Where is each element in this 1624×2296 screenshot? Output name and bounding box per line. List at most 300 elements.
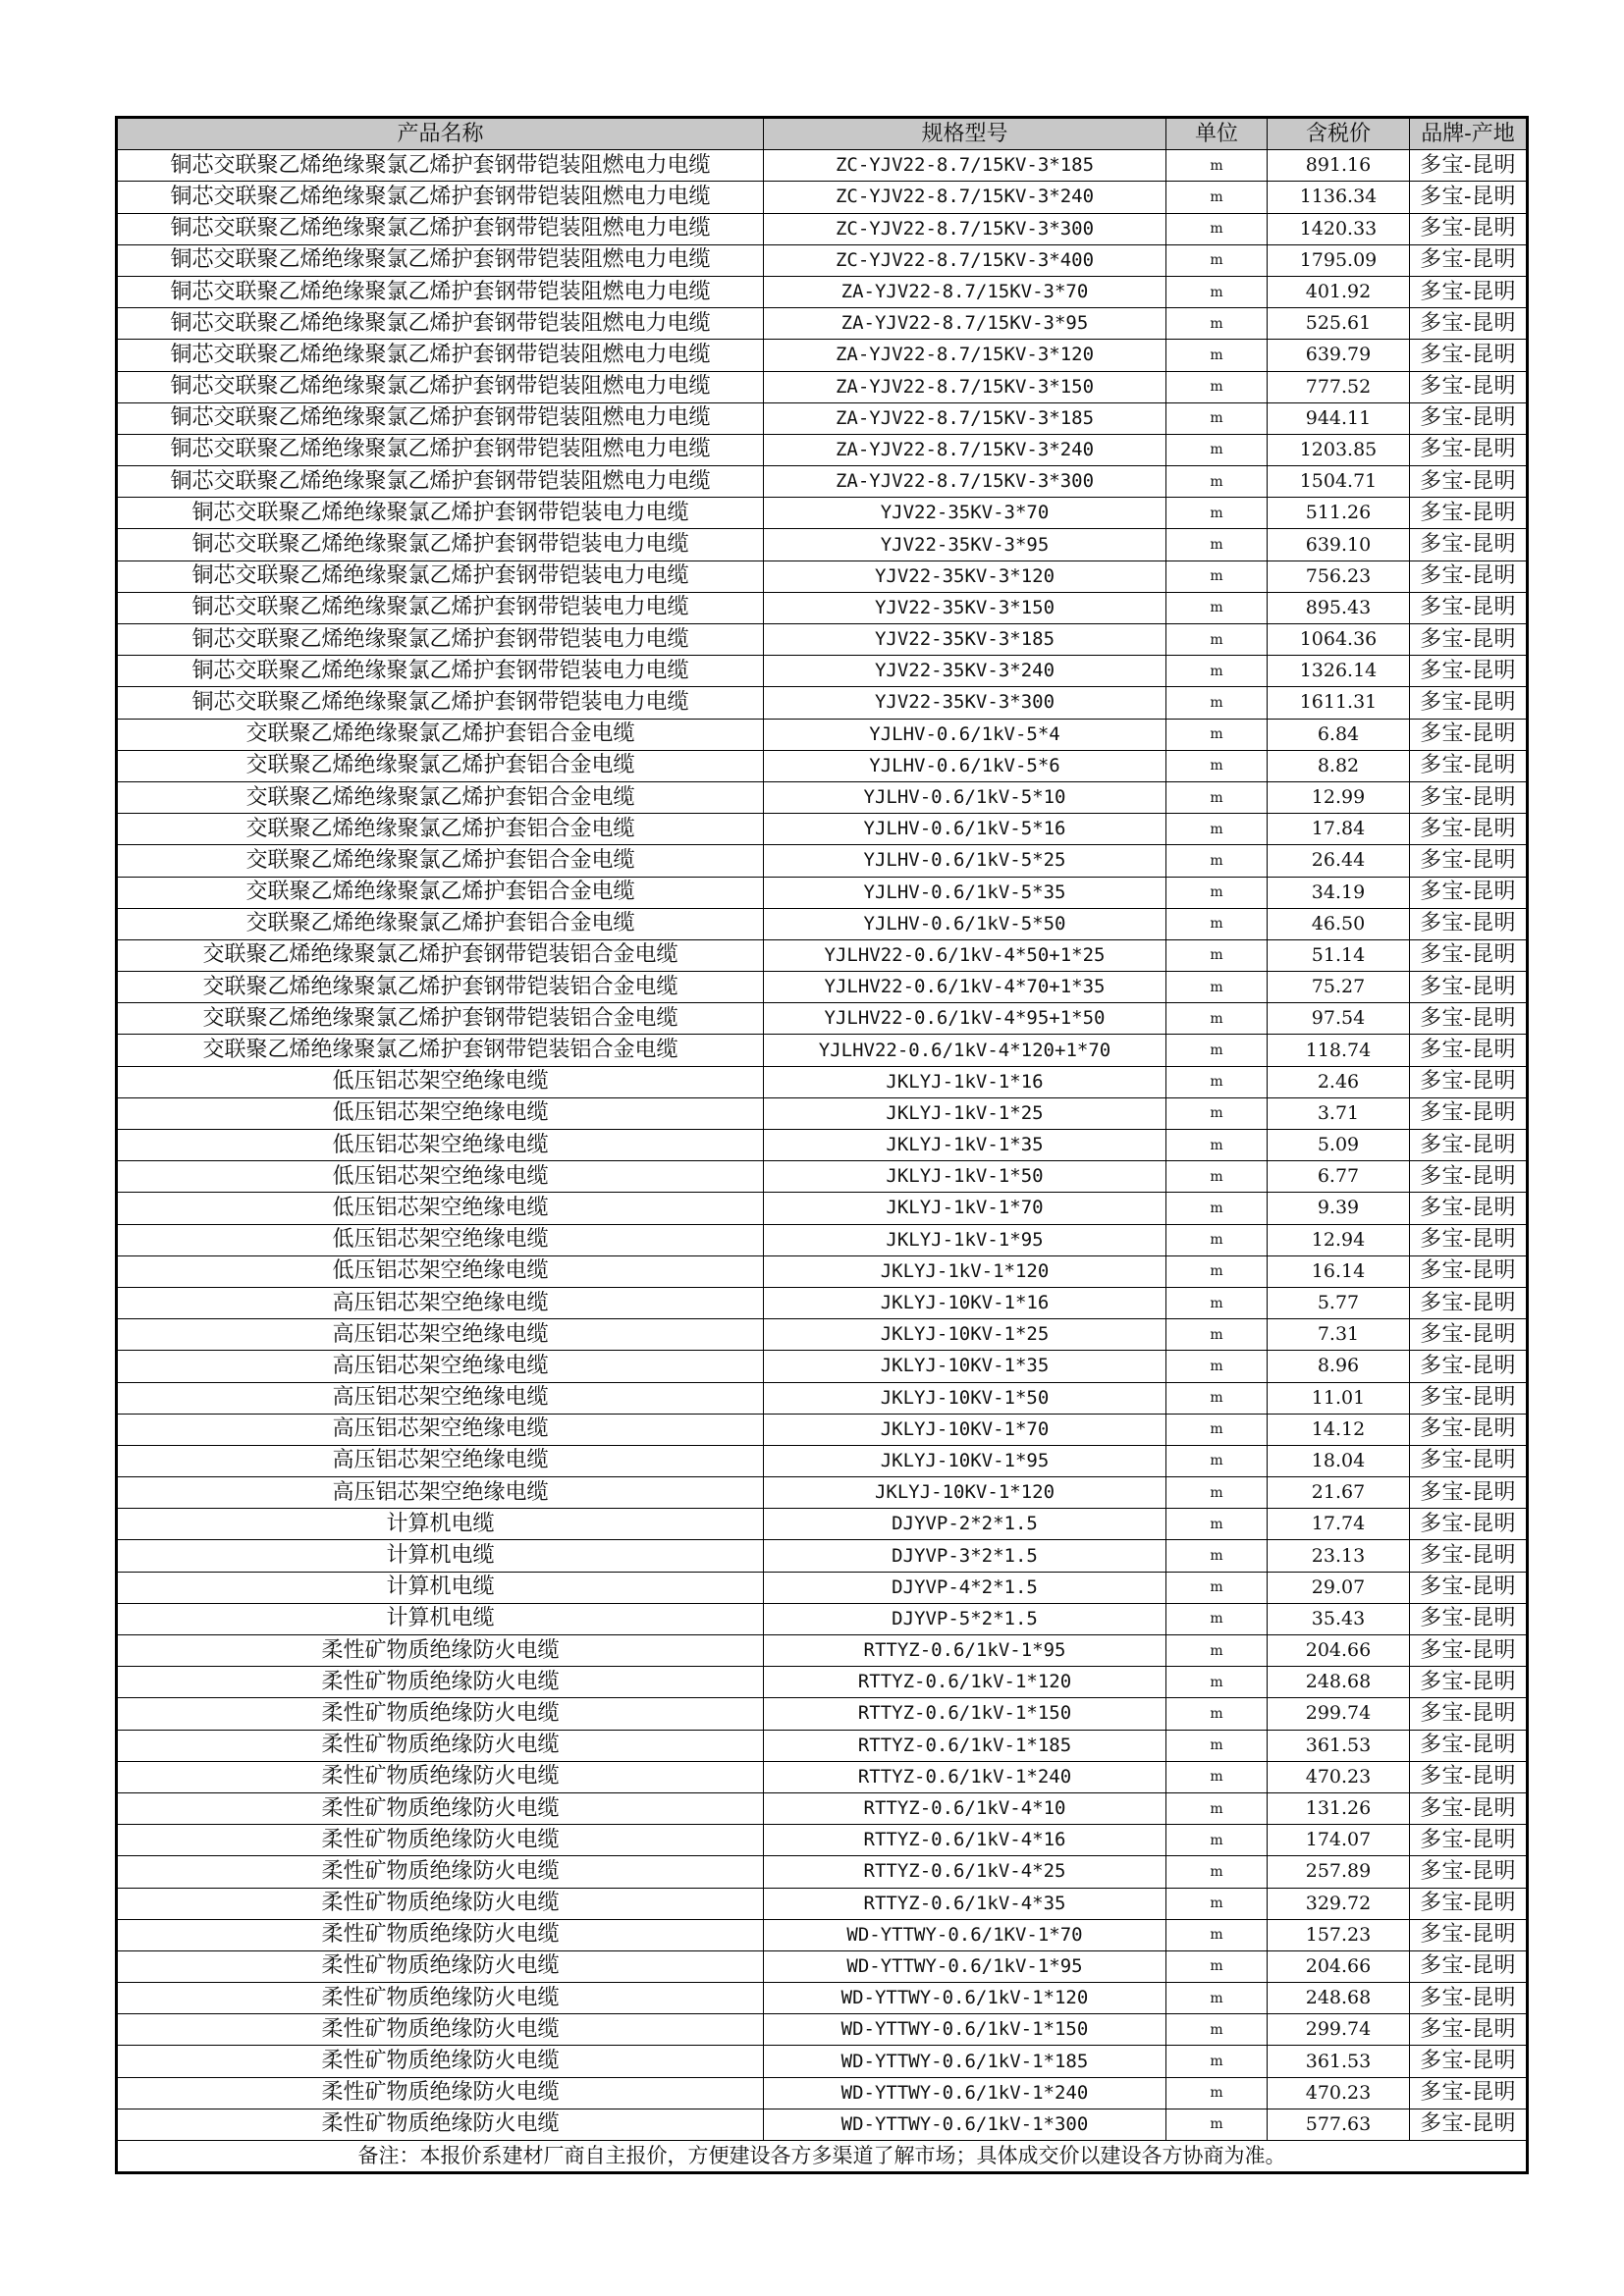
unit-cell: m [1166, 1319, 1268, 1351]
brand-cell: 多宝-昆明 [1410, 1761, 1528, 1792]
spec-cell: RTTYZ-0.6/1kV-4*10 [764, 1792, 1166, 1824]
brand-cell: 多宝-昆明 [1410, 1414, 1528, 1445]
table-row [117, 1950, 1528, 1982]
spec-cell: ZA-YJV22-8.7/15KV-3*95 [764, 308, 1166, 340]
product-name-cell: 柔性矿物质绝缘防火电缆 [117, 1635, 764, 1667]
unit-cell: m [1166, 1287, 1268, 1318]
product-name-cell: 高压铝芯架空绝缘电缆 [117, 1319, 764, 1351]
table-row [117, 1667, 1528, 1698]
brand-cell: 多宝-昆明 [1410, 182, 1528, 213]
product-name-cell: 铜芯交联聚乙烯绝缘聚氯乙烯护套钢带铠装阻燃电力电缆 [117, 308, 764, 340]
table-row [117, 434, 1528, 465]
table-row [117, 2109, 1528, 2140]
unit-cell: m [1166, 434, 1268, 465]
table-row [117, 972, 1528, 1003]
price-cell: 9.39 [1268, 1193, 1410, 1224]
table-row [117, 213, 1528, 244]
product-name-cell: 交联聚乙烯绝缘聚氯乙烯护套铝合金电缆 [117, 781, 764, 813]
brand-cell: 多宝-昆明 [1410, 1730, 1528, 1761]
table-row [117, 1351, 1528, 1382]
unit-cell: m [1166, 1414, 1268, 1445]
spec-cell: RTTYZ-0.6/1kV-1*240 [764, 1761, 1166, 1792]
spec-cell: JKLYJ-10KV-1*50 [764, 1382, 1166, 1414]
unit-cell: m [1166, 244, 1268, 276]
price-cell: 2.46 [1268, 1066, 1410, 1097]
table-row [117, 1255, 1528, 1287]
price-cell: 12.94 [1268, 1224, 1410, 1255]
product-name-cell: 柔性矿物质绝缘防火电缆 [117, 1950, 764, 1982]
table-row [117, 276, 1528, 307]
brand-cell: 多宝-昆明 [1410, 656, 1528, 687]
unit-cell: m [1166, 845, 1268, 877]
table-row [117, 1224, 1528, 1255]
product-name-cell: 交联聚乙烯绝缘聚氯乙烯护套铝合金电缆 [117, 719, 764, 750]
unit-cell: m [1166, 1382, 1268, 1414]
brand-cell: 多宝-昆明 [1410, 150, 1528, 182]
price-cell: 1326.14 [1268, 656, 1410, 687]
unit-cell: m [1166, 1351, 1268, 1382]
price-table [115, 116, 1529, 2174]
spec-cell: ZC-YJV22-8.7/15KV-3*300 [764, 213, 1166, 244]
brand-cell: 多宝-昆明 [1410, 1509, 1528, 1540]
unit-cell: m [1166, 1161, 1268, 1193]
table-row [117, 182, 1528, 213]
brand-cell: 多宝-昆明 [1410, 340, 1528, 371]
spec-cell: YJLHV-0.6/1kV-5*50 [764, 908, 1166, 939]
brand-cell: 多宝-昆明 [1410, 1825, 1528, 1856]
brand-cell: 多宝-昆明 [1410, 1097, 1528, 1129]
brand-cell: 多宝-昆明 [1410, 402, 1528, 434]
price-cell: 8.96 [1268, 1351, 1410, 1382]
unit-cell: m [1166, 1035, 1268, 1066]
price-cell: 1420.33 [1268, 213, 1410, 244]
header-price: 含税价 [1268, 118, 1410, 150]
brand-cell: 多宝-昆明 [1410, 781, 1528, 813]
product-name-cell: 交联聚乙烯绝缘聚氯乙烯护套钢带铠装铝合金电缆 [117, 972, 764, 1003]
spec-cell: YJV22-35KV-3*70 [764, 498, 1166, 529]
product-name-cell: 铜芯交联聚乙烯绝缘聚氯乙烯护套钢带铠装电力电缆 [117, 498, 764, 529]
unit-cell: m [1166, 1097, 1268, 1129]
unit-cell: m [1166, 656, 1268, 687]
product-name-cell: 低压铝芯架空绝缘电缆 [117, 1066, 764, 1097]
product-name-cell: 交联聚乙烯绝缘聚氯乙烯护套钢带铠装铝合金电缆 [117, 939, 764, 971]
spec-cell: YJLHV-0.6/1kV-5*10 [764, 781, 1166, 813]
brand-cell: 多宝-昆明 [1410, 561, 1528, 592]
price-cell: 6.84 [1268, 719, 1410, 750]
brand-cell: 多宝-昆明 [1410, 1572, 1528, 1603]
price-cell: 18.04 [1268, 1445, 1410, 1476]
table-row [117, 592, 1528, 623]
product-name-cell: 铜芯交联聚乙烯绝缘聚氯乙烯护套钢带铠装阻燃电力电缆 [117, 213, 764, 244]
price-cell: 756.23 [1268, 561, 1410, 592]
spec-cell: DJYVP-2*2*1.5 [764, 1509, 1166, 1540]
brand-cell: 多宝-昆明 [1410, 1255, 1528, 1287]
product-name-cell: 柔性矿物质绝缘防火电缆 [117, 1856, 764, 1888]
price-cell: 26.44 [1268, 845, 1410, 877]
table-row [117, 1035, 1528, 1066]
spec-cell: ZA-YJV22-8.7/15KV-3*70 [764, 276, 1166, 307]
product-name-cell: 柔性矿物质绝缘防火电缆 [117, 1698, 764, 1730]
unit-cell: m [1166, 2077, 1268, 2109]
product-name-cell: 铜芯交联聚乙烯绝缘聚氯乙烯护套钢带铠装阻燃电力电缆 [117, 150, 764, 182]
table-row [117, 719, 1528, 750]
table-row [117, 1540, 1528, 1572]
product-name-cell: 柔性矿物质绝缘防火电缆 [117, 2109, 764, 2140]
product-name-cell: 交联聚乙烯绝缘聚氯乙烯护套铝合金电缆 [117, 814, 764, 845]
product-name-cell: 柔性矿物质绝缘防火电缆 [117, 2014, 764, 2046]
spec-cell: YJV22-35KV-3*95 [764, 529, 1166, 561]
unit-cell: m [1166, 750, 1268, 781]
price-cell: 777.52 [1268, 371, 1410, 402]
spec-cell: WD-YTTWY-0.6/1KV-1*70 [764, 1919, 1166, 1950]
brand-cell: 多宝-昆明 [1410, 2109, 1528, 2140]
brand-cell: 多宝-昆明 [1410, 814, 1528, 845]
brand-cell: 多宝-昆明 [1410, 1066, 1528, 1097]
price-cell: 5.77 [1268, 1287, 1410, 1318]
product-name-cell: 柔性矿物质绝缘防火电缆 [117, 1792, 764, 1824]
brand-cell: 多宝-昆明 [1410, 2046, 1528, 2077]
product-name-cell: 铜芯交联聚乙烯绝缘聚氯乙烯护套钢带铠装阻燃电力电缆 [117, 434, 764, 465]
brand-cell: 多宝-昆明 [1410, 1635, 1528, 1667]
product-name-cell: 铜芯交联聚乙烯绝缘聚氯乙烯护套钢带铠装阻燃电力电缆 [117, 402, 764, 434]
brand-cell: 多宝-昆明 [1410, 719, 1528, 750]
product-name-cell: 交联聚乙烯绝缘聚氯乙烯护套铝合金电缆 [117, 908, 764, 939]
brand-cell: 多宝-昆明 [1410, 2014, 1528, 2046]
unit-cell: m [1166, 2109, 1268, 2140]
brand-cell: 多宝-昆明 [1410, 1319, 1528, 1351]
product-name-cell: 高压铝芯架空绝缘电缆 [117, 1382, 764, 1414]
unit-cell: m [1166, 687, 1268, 719]
price-cell: 248.68 [1268, 1983, 1410, 2014]
spec-cell: YJLHV22-0.6/1kV-4*70+1*35 [764, 972, 1166, 1003]
unit-cell: m [1166, 1730, 1268, 1761]
unit-cell: m [1166, 402, 1268, 434]
table-row [117, 1382, 1528, 1414]
price-cell: 525.61 [1268, 308, 1410, 340]
price-cell: 401.92 [1268, 276, 1410, 307]
product-name-cell: 柔性矿物质绝缘防火电缆 [117, 1730, 764, 1761]
brand-cell: 多宝-昆明 [1410, 276, 1528, 307]
header-row [117, 118, 1528, 150]
unit-cell: m [1166, 1856, 1268, 1888]
spec-cell: YJLHV22-0.6/1kV-4*120+1*70 [764, 1035, 1166, 1066]
table-row [117, 1509, 1528, 1540]
price-cell: 3.71 [1268, 1097, 1410, 1129]
product-name-cell: 柔性矿物质绝缘防火电缆 [117, 1761, 764, 1792]
table-row [117, 1603, 1528, 1634]
brand-cell: 多宝-昆明 [1410, 1003, 1528, 1035]
table-row [117, 1792, 1528, 1824]
product-name-cell: 计算机电缆 [117, 1572, 764, 1603]
product-name-cell: 铜芯交联聚乙烯绝缘聚氯乙烯护套钢带铠装电力电缆 [117, 561, 764, 592]
product-name-cell: 铜芯交联聚乙烯绝缘聚氯乙烯护套钢带铠装电力电缆 [117, 592, 764, 623]
price-cell: 17.84 [1268, 814, 1410, 845]
table-row [117, 1919, 1528, 1950]
unit-cell: m [1166, 592, 1268, 623]
table-row [117, 687, 1528, 719]
table-row [117, 498, 1528, 529]
brand-cell: 多宝-昆明 [1410, 592, 1528, 623]
unit-cell: m [1166, 939, 1268, 971]
spec-cell: WD-YTTWY-0.6/1kV-1*185 [764, 2046, 1166, 2077]
table-row [117, 1445, 1528, 1476]
brand-cell: 多宝-昆明 [1410, 687, 1528, 719]
spec-cell: YJLHV-0.6/1kV-5*25 [764, 845, 1166, 877]
product-name-cell: 铜芯交联聚乙烯绝缘聚氯乙烯护套钢带铠装阻燃电力电缆 [117, 276, 764, 307]
unit-cell: m [1166, 308, 1268, 340]
spec-cell: JKLYJ-10KV-1*35 [764, 1351, 1166, 1382]
table-row [117, 1130, 1528, 1161]
table-row [117, 1477, 1528, 1509]
brand-cell: 多宝-昆明 [1410, 972, 1528, 1003]
product-name-cell: 低压铝芯架空绝缘电缆 [117, 1130, 764, 1161]
unit-cell: m [1166, 908, 1268, 939]
unit-cell: m [1166, 1572, 1268, 1603]
product-name-cell: 柔性矿物质绝缘防火电缆 [117, 1888, 764, 1919]
unit-cell: m [1166, 466, 1268, 498]
spec-cell: JKLYJ-10KV-1*25 [764, 1319, 1166, 1351]
brand-cell: 多宝-昆明 [1410, 1540, 1528, 1572]
brand-cell: 多宝-昆明 [1410, 1698, 1528, 1730]
unit-cell: m [1166, 719, 1268, 750]
unit-cell: m [1166, 1919, 1268, 1950]
brand-cell: 多宝-昆明 [1410, 1856, 1528, 1888]
product-name-cell: 低压铝芯架空绝缘电缆 [117, 1255, 764, 1287]
table-row [117, 877, 1528, 908]
spec-cell: JKLYJ-10KV-1*16 [764, 1287, 1166, 1318]
unit-cell: m [1166, 1698, 1268, 1730]
product-name-cell: 计算机电缆 [117, 1540, 764, 1572]
price-cell: 248.68 [1268, 1667, 1410, 1698]
unit-cell: m [1166, 2014, 1268, 2046]
price-cell: 470.23 [1268, 2077, 1410, 2109]
spec-cell: JKLYJ-10KV-1*70 [764, 1414, 1166, 1445]
brand-cell: 多宝-昆明 [1410, 1445, 1528, 1476]
price-cell: 1203.85 [1268, 434, 1410, 465]
brand-cell: 多宝-昆明 [1410, 1287, 1528, 1318]
price-cell: 35.43 [1268, 1603, 1410, 1634]
table-row [117, 371, 1528, 402]
unit-cell: m [1166, 1193, 1268, 1224]
table-row [117, 2046, 1528, 2077]
product-name-cell: 低压铝芯架空绝缘电缆 [117, 1193, 764, 1224]
spec-cell: JKLYJ-1kV-1*95 [764, 1224, 1166, 1255]
product-name-cell: 铜芯交联聚乙烯绝缘聚氯乙烯护套钢带铠装阻燃电力电缆 [117, 371, 764, 402]
spec-cell: YJV22-35KV-3*240 [764, 656, 1166, 687]
price-cell: 361.53 [1268, 1730, 1410, 1761]
spec-cell: JKLYJ-1kV-1*35 [764, 1130, 1166, 1161]
table-row [117, 1287, 1528, 1318]
product-name-cell: 低压铝芯架空绝缘电缆 [117, 1224, 764, 1255]
spec-cell: YJLHV22-0.6/1kV-4*95+1*50 [764, 1003, 1166, 1035]
brand-cell: 多宝-昆明 [1410, 529, 1528, 561]
brand-cell: 多宝-昆明 [1410, 1888, 1528, 1919]
header-spec: 规格型号 [764, 118, 1166, 150]
spec-cell: YJV22-35KV-3*150 [764, 592, 1166, 623]
unit-cell: m [1166, 340, 1268, 371]
price-cell: 46.50 [1268, 908, 1410, 939]
brand-cell: 多宝-昆明 [1410, 1351, 1528, 1382]
spec-cell: ZA-YJV22-8.7/15KV-3*185 [764, 402, 1166, 434]
spec-cell: DJYVP-4*2*1.5 [764, 1572, 1166, 1603]
unit-cell: m [1166, 150, 1268, 182]
spec-cell: WD-YTTWY-0.6/1kV-1*300 [764, 2109, 1166, 2140]
price-cell: 8.82 [1268, 750, 1410, 781]
product-name-cell: 柔性矿物质绝缘防火电缆 [117, 2046, 764, 2077]
spec-cell: YJLHV-0.6/1kV-5*16 [764, 814, 1166, 845]
price-cell: 23.13 [1268, 1540, 1410, 1572]
price-cell: 5.09 [1268, 1130, 1410, 1161]
table-row [117, 402, 1528, 434]
brand-cell: 多宝-昆明 [1410, 2077, 1528, 2109]
brand-cell: 多宝-昆明 [1410, 434, 1528, 465]
table-row [117, 529, 1528, 561]
brand-cell: 多宝-昆明 [1410, 1919, 1528, 1950]
product-name-cell: 铜芯交联聚乙烯绝缘聚氯乙烯护套钢带铠装阻燃电力电缆 [117, 466, 764, 498]
header-unit: 单位 [1166, 118, 1268, 150]
table-row [117, 466, 1528, 498]
brand-cell: 多宝-昆明 [1410, 1382, 1528, 1414]
brand-cell: 多宝-昆明 [1410, 1667, 1528, 1698]
table-row [117, 150, 1528, 182]
unit-cell: m [1166, 1603, 1268, 1634]
price-cell: 12.99 [1268, 781, 1410, 813]
spec-cell: JKLYJ-1kV-1*50 [764, 1161, 1166, 1193]
table-row [117, 1825, 1528, 1856]
spec-cell: WD-YTTWY-0.6/1kV-1*150 [764, 2014, 1166, 2046]
table-row [117, 845, 1528, 877]
price-cell: 639.10 [1268, 529, 1410, 561]
table-row [117, 1193, 1528, 1224]
table-row [117, 656, 1528, 687]
table-row [117, 1856, 1528, 1888]
product-name-cell: 交联聚乙烯绝缘聚氯乙烯护套铝合金电缆 [117, 877, 764, 908]
unit-cell: m [1166, 1224, 1268, 1255]
product-name-cell: 柔性矿物质绝缘防火电缆 [117, 2077, 764, 2109]
price-cell: 157.23 [1268, 1919, 1410, 1950]
unit-cell: m [1166, 1255, 1268, 1287]
price-cell: 75.27 [1268, 972, 1410, 1003]
price-cell: 11.01 [1268, 1382, 1410, 1414]
spec-cell: YJLHV-0.6/1kV-5*4 [764, 719, 1166, 750]
unit-cell: m [1166, 1950, 1268, 1982]
table-row [117, 1572, 1528, 1603]
unit-cell: m [1166, 182, 1268, 213]
table-row [117, 1888, 1528, 1919]
brand-cell: 多宝-昆明 [1410, 371, 1528, 402]
brand-cell: 多宝-昆明 [1410, 244, 1528, 276]
product-name-cell: 铜芯交联聚乙烯绝缘聚氯乙烯护套钢带铠装电力电缆 [117, 656, 764, 687]
spec-cell: ZA-YJV22-8.7/15KV-3*300 [764, 466, 1166, 498]
table-body [117, 150, 1528, 2141]
product-name-cell: 铜芯交联聚乙烯绝缘聚氯乙烯护套钢带铠装阻燃电力电缆 [117, 340, 764, 371]
unit-cell: m [1166, 1792, 1268, 1824]
price-cell: 204.66 [1268, 1950, 1410, 1982]
spec-cell: WD-YTTWY-0.6/1kV-1*240 [764, 2077, 1166, 2109]
table-row [117, 1414, 1528, 1445]
price-cell: 895.43 [1268, 592, 1410, 623]
price-cell: 329.72 [1268, 1888, 1410, 1919]
spec-cell: JKLYJ-1kV-1*25 [764, 1097, 1166, 1129]
brand-cell: 多宝-昆明 [1410, 1477, 1528, 1509]
spec-cell: WD-YTTWY-0.6/1kV-1*95 [764, 1950, 1166, 1982]
unit-cell: m [1166, 1477, 1268, 1509]
product-name-cell: 铜芯交联聚乙烯绝缘聚氯乙烯护套钢带铠装电力电缆 [117, 529, 764, 561]
table-row [117, 561, 1528, 592]
brand-cell: 多宝-昆明 [1410, 1035, 1528, 1066]
price-cell: 891.16 [1268, 150, 1410, 182]
table-row [117, 1066, 1528, 1097]
table-row [117, 908, 1528, 939]
spec-cell: ZA-YJV22-8.7/15KV-3*240 [764, 434, 1166, 465]
note-row [117, 2141, 1528, 2173]
price-cell: 577.63 [1268, 2109, 1410, 2140]
spec-cell: DJYVP-5*2*1.5 [764, 1603, 1166, 1634]
note-text: 备注：本报价系建材厂商自主报价，方便建设各方多渠道了解市场；具体成交价以建设各方协商为准。 [117, 2141, 1528, 2173]
spec-cell: YJV22-35KV-3*300 [764, 687, 1166, 719]
price-cell: 361.53 [1268, 2046, 1410, 2077]
brand-cell: 多宝-昆明 [1410, 1983, 1528, 2014]
unit-cell: m [1166, 498, 1268, 529]
spec-cell: YJLHV22-0.6/1kV-4*50+1*25 [764, 939, 1166, 971]
table-row [117, 750, 1528, 781]
product-name-cell: 交联聚乙烯绝缘聚氯乙烯护套钢带铠装铝合金电缆 [117, 1003, 764, 1035]
spec-cell: JKLYJ-10KV-1*95 [764, 1445, 1166, 1476]
product-name-cell: 高压铝芯架空绝缘电缆 [117, 1351, 764, 1382]
unit-cell: m [1166, 561, 1268, 592]
product-name-cell: 柔性矿物质绝缘防火电缆 [117, 1983, 764, 2014]
unit-cell: m [1166, 1540, 1268, 1572]
brand-cell: 多宝-昆明 [1410, 308, 1528, 340]
table-row [117, 2077, 1528, 2109]
product-name-cell: 低压铝芯架空绝缘电缆 [117, 1161, 764, 1193]
price-cell: 944.11 [1268, 402, 1410, 434]
price-cell: 118.74 [1268, 1035, 1410, 1066]
spec-cell: WD-YTTWY-0.6/1kV-1*120 [764, 1983, 1166, 2014]
price-cell: 17.74 [1268, 1509, 1410, 1540]
spec-cell: RTTYZ-0.6/1kV-1*95 [764, 1635, 1166, 1667]
unit-cell: m [1166, 2046, 1268, 2077]
price-cell: 16.14 [1268, 1255, 1410, 1287]
brand-cell: 多宝-昆明 [1410, 498, 1528, 529]
brand-cell: 多宝-昆明 [1410, 939, 1528, 971]
table-row [117, 1983, 1528, 2014]
spec-cell: ZA-YJV22-8.7/15KV-3*120 [764, 340, 1166, 371]
product-name-cell: 高压铝芯架空绝缘电缆 [117, 1414, 764, 1445]
unit-cell: m [1166, 877, 1268, 908]
spec-cell: YJV22-35KV-3*185 [764, 624, 1166, 656]
unit-cell: m [1166, 1667, 1268, 1698]
price-cell: 1611.31 [1268, 687, 1410, 719]
table-row [117, 814, 1528, 845]
brand-cell: 多宝-昆明 [1410, 750, 1528, 781]
unit-cell: m [1166, 529, 1268, 561]
spec-cell: ZC-YJV22-8.7/15KV-3*185 [764, 150, 1166, 182]
price-cell: 299.74 [1268, 2014, 1410, 2046]
table-row [117, 939, 1528, 971]
price-cell: 29.07 [1268, 1572, 1410, 1603]
price-cell: 1064.36 [1268, 624, 1410, 656]
price-cell: 14.12 [1268, 1414, 1410, 1445]
brand-cell: 多宝-昆明 [1410, 877, 1528, 908]
spec-cell: RTTYZ-0.6/1kV-1*150 [764, 1698, 1166, 1730]
price-cell: 21.67 [1268, 1477, 1410, 1509]
spec-cell: RTTYZ-0.6/1kV-1*120 [764, 1667, 1166, 1698]
product-name-cell: 交联聚乙烯绝缘聚氯乙烯护套铝合金电缆 [117, 845, 764, 877]
table-row [117, 308, 1528, 340]
table-row [117, 624, 1528, 656]
unit-cell: m [1166, 213, 1268, 244]
